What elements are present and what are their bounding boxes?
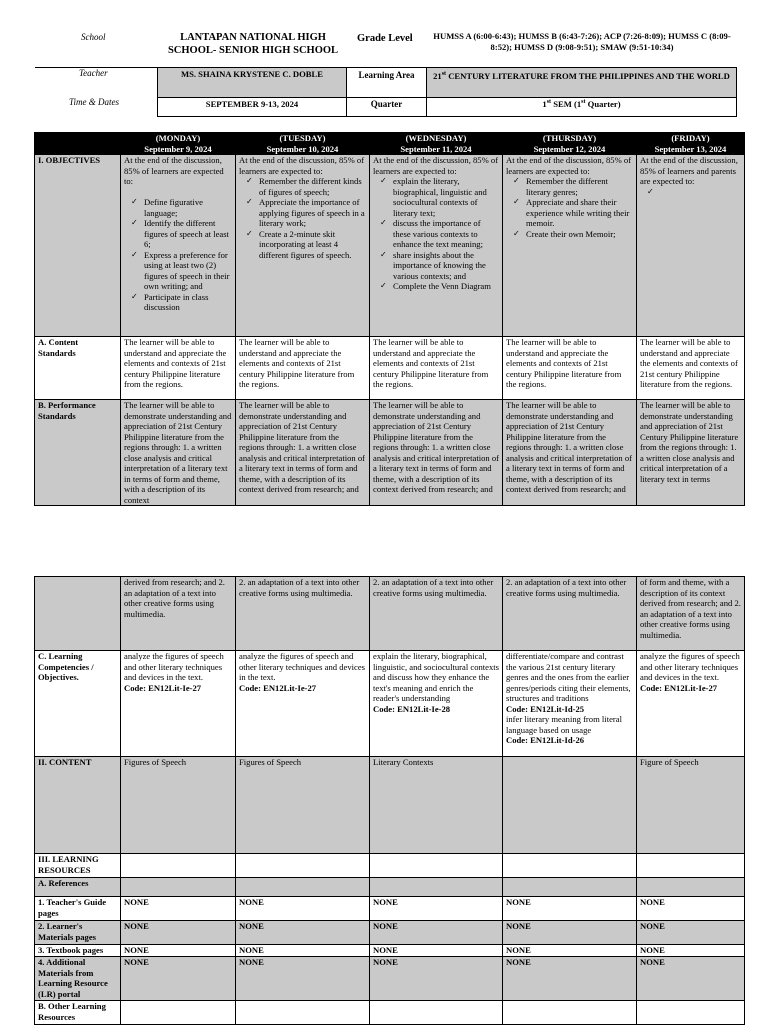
objectives-wednesday: At the end of the discussion, 85% of learners are expected to: ✓ explain the literary, biographical, linguistic and sociocultural contexts of literary text; ✓ discuss the importance of these various contexts to enhance the text meaning; ✓ share insights about the importance of knowing the various contexts; and ✓ Complete the Venn Diagram [370,155,503,337]
performance-cont-thursday: 2. an adaptation of a text into other creative forms using multimedia. [503,577,637,651]
additional-materials-wednesday: NONE [370,957,503,1001]
additional-materials-monday: NONE [121,957,236,1001]
teachers-guide-row [35,897,745,921]
dll-table-part2 [34,576,745,1025]
learners-materials-friday: NONE [637,921,745,945]
objectives-tuesday: At the end of the discussion, 85% of learners are expected to: ✓ Remember the different kinds of figures of speech; ✓ Appreciate the importance of applying figures of speech in a literary work; ✓ Create a 2-minute skit incorporating at least 4 different figures of speech. [236,155,370,337]
additional-materials-row [35,957,745,1001]
performance-standards-friday: The learner will be able to demonstrate understanding and appreciation of 21st Century Philippine literature from the regions through: 1. a written close analysis and critical interpretation of a literary text in terms [637,400,745,506]
competencies-thursday: differentiate/compare and contrast the various 21st century literary genres and the ones from the earlier genres/periods citing their elements, structures and traditions Code: EN12Lit-Id-25 infer literary meaning from literal language based on usage Code: EN12Lit-Id-26 [503,651,637,757]
performance-standards-label: B. Performance Standards [35,400,121,506]
learners-materials-thursday: NONE [503,921,637,945]
day-header-monday: (MONDAY) September 9, 2024 [121,133,236,155]
quarter-value: 1st SEM (1st Quarter) [426,97,737,117]
competencies-label: C. Learning Competencies / Objectives. [35,651,121,757]
references-label: A. References [35,878,121,897]
content-label: II. CONTENT [35,757,121,854]
teacher-name: MS. SHAINA KRYSTENE C. DOBLE [157,67,347,98]
content-standards-label: A. Content Standards [35,337,121,400]
day-header-tuesday: (TUESDAY) September 10, 2024 [236,133,370,155]
teachers-guide-thursday: NONE [503,897,637,921]
objectives-thursday: At the end of the discussion, 85% of learners are expected to: ✓ Remember the different literary genres; ✓ Appreciate and share their experience while writing their memoir. ✓ Create their own Memoir; [503,155,637,337]
teacher-label: Teacher [79,68,108,78]
dll-table-part1 [34,132,745,506]
content-row [35,757,745,854]
content-friday: Figure of Speech [637,757,745,854]
competencies-row [35,651,745,757]
performance-standards-tuesday: The learner will be able to demonstrate understanding and appreciation of 21st Century Philippine literature from the regions through: 1. a written close analysis and critical interpretation of a literary text in terms of form and theme, with a description of its context derived from research; and [236,400,370,506]
school-label: School [81,32,106,42]
content-standards-friday: The learner will be able to understand and appreciate the elements and contexts of 21st century Philippine literature from the regions. [637,337,745,400]
teachers-guide-tuesday: NONE [236,897,370,921]
performance-standards-row [35,400,745,506]
objectives-label: I. OBJECTIVES [35,155,121,337]
textbook-thursday: NONE [503,945,637,957]
teachers-guide-monday: NONE [121,897,236,921]
content-standards-thursday: The learner will be able to understand and appreciate the elements and contexts of 21st century Philippine literature from the regions. [503,337,637,400]
additional-materials-label: 4. Additional Materials from Learning Resource (LR) portal [35,957,121,1001]
learners-materials-tuesday: NONE [236,921,370,945]
time-dates-value: SEPTEMBER 9-13, 2024 [157,97,347,117]
content-standards-tuesday: The learner will be able to understand and appreciate the elements and contexts of 21st century Philippine literature from the regions. [236,337,370,400]
performance-standards-wednesday: The learner will be able to demonstrate understanding and appreciation of 21st Century Philippine literature from the regions through: 1. a written close analysis and critical interpretation of a literary text in terms of form and theme, with a description of its context derived from research; and [370,400,503,506]
performance-cont-label [35,577,121,651]
textbook-wednesday: NONE [370,945,503,957]
day-header-thursday: (THURSDAY) September 12, 2024 [503,133,637,155]
learning-area-label: Learning Area [346,67,427,98]
performance-standards-monday: The learner will be able to demonstrate understanding and appreciation of 21st Century Philippine literature from the regions through: 1. a written close analysis and critical interpretation of a literary text in terms of form and theme, with a description of its context [121,400,236,506]
learners-materials-wednesday: NONE [370,921,503,945]
competencies-friday: analyze the figures of speech and other literary techniques and devices in the text. Code: EN12Lit-Ie-27 [637,651,745,757]
objectives-monday: At the end of the discussion, 85% of learners are expected to: ✓ Define figurative language; ✓ Identify the different figures of speech at least 6; ✓ Express a preference for using at least two (2) figures of speech in their own writing; and ✓ Participate in class discussion [121,155,236,337]
additional-materials-tuesday: NONE [236,957,370,1001]
performance-cont-monday: derived from research; and 2. an adaptation of a text into other creative forms using multimedia. [121,577,236,651]
references-row [35,878,745,897]
learners-materials-monday: NONE [121,921,236,945]
competencies-tuesday: analyze the figures of speech and other literary techniques and devices in the text. Code: EN12Lit-Ie-27 [236,651,370,757]
teachers-guide-wednesday: NONE [370,897,503,921]
other-resources-row [35,1001,745,1025]
performance-standards-cont-row [35,577,745,651]
school-name: LANTAPAN NATIONAL HIGH SCHOOL- SENIOR HIGH SCHOOL [167,32,339,56]
objectives-row [35,155,745,337]
performance-cont-wednesday: 2. an adaptation of a text into other creative forms using multimedia. [370,577,503,651]
additional-materials-thursday: NONE [503,957,637,1001]
content-tuesday: Figures of Speech [236,757,370,854]
quarter-label: Quarter [346,97,427,117]
teachers-guide-label: 1. Teacher's Guide pages [35,897,121,921]
textbook-friday: NONE [637,945,745,957]
performance-cont-friday: of form and theme, with a description of its context derived from research; and 2. an adaptation of a text into other creative forms using multimedia. [637,577,745,651]
textbook-row [35,945,745,957]
content-thursday [503,757,637,854]
additional-materials-friday: NONE [637,957,745,1001]
competencies-wednesday: explain the literary, biographical, linguistic, and sociocultural contexts and discuss how they enhance the text's meaning and enrich the reader's understanding Code: EN12Lit-Ie-28 [370,651,503,757]
textbook-tuesday: NONE [236,945,370,957]
day-header-friday: (FRIDAY) September 13, 2024 [637,133,745,155]
day-header-row [35,133,745,155]
teachers-guide-friday: NONE [637,897,745,921]
content-standards-row [35,337,745,400]
content-wednesday: Literary Contexts [370,757,503,854]
grade-level-value: HUMSS A (6:00-6:43); HUMSS B (6:43-7:26); ACP (7:26-8:09); HUMSS C (8:09- 8:52); HUMSS D (9:08-9:51); SMAW (9:51-10:34) [433,31,731,52]
time-dates-label: Time & Dates [69,97,120,107]
objectives-friday: At the end of the discussion, 85% of learners and parents are expected to: [637,155,745,337]
other-resources-label: B. Other Learning Resources [35,1001,121,1025]
learning-area-value: 21st CENTURY LITERATURE FROM THE PHILIPPINES AND THE WORLD [426,67,737,98]
learning-resources-row [35,854,745,878]
content-monday: Figures of Speech [121,757,236,854]
content-standards-monday: The learner will be able to understand and appreciate the elements and contexts of 21st century Philippine literature from the regions. [121,337,236,400]
day-header-wednesday: (WEDNESDAY) September 11, 2024 [370,133,503,155]
textbook-monday: NONE [121,945,236,957]
learning-resources-label: III. LEARNING RESOURCES [35,854,121,878]
performance-standards-thursday: The learner will be able to demonstrate understanding and appreciation of 21st Century Philippine literature from the regions through: 1. a written close analysis and critical interpretation of a literary text in terms of form and theme, with a description of its context derived from research; and [503,400,637,506]
grade-level-label: Grade Level [357,33,413,44]
content-standards-wednesday: The learner will be able to understand and appreciate the elements and contexts of 21st century Philippine literature from the regions. [370,337,503,400]
day-header-blank [35,133,121,155]
learners-materials-label: 2. Learner's Materials pages [35,921,121,945]
performance-cont-tuesday: 2. an adaptation of a text into other creative forms using multimedia. [236,577,370,651]
learners-materials-row [35,921,745,945]
textbook-label: 3. Textbook pages [35,945,121,957]
competencies-monday: analyze the figures of speech and other literary techniques and devices in the text. Code: EN12Lit-Ie-27 [121,651,236,757]
